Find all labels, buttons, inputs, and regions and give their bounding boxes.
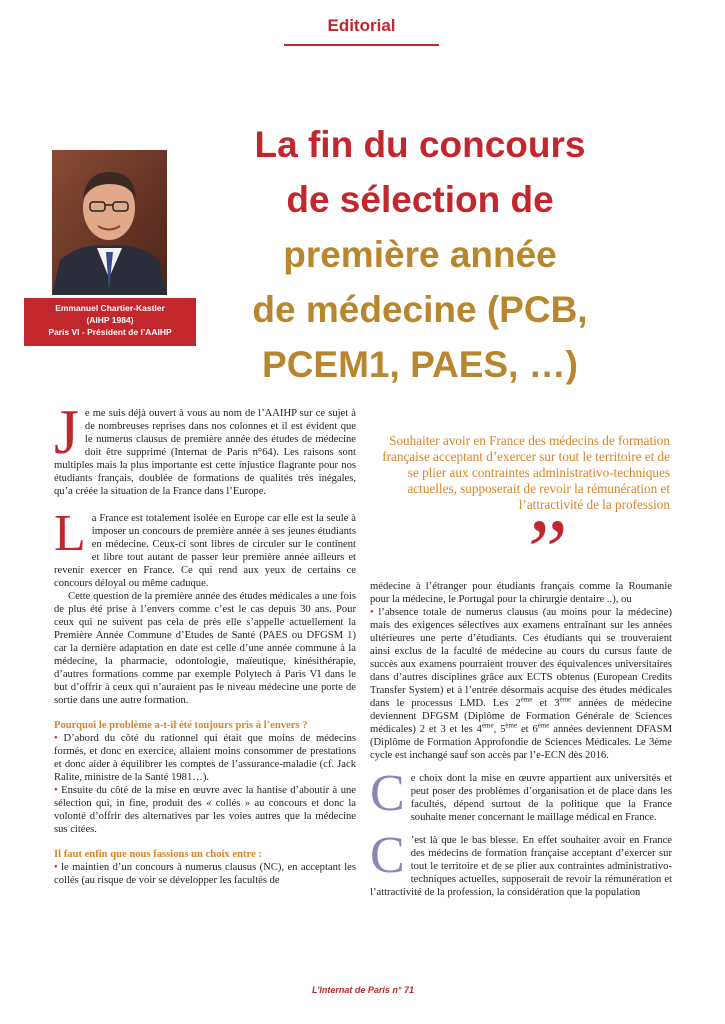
right-paragraph-3: [370, 827, 672, 899]
right-paragraph-3-text: ’est là que le bas blesse. En effet souhaiter avoir en France des médecins de formation française acceptant d’exercer sur tout le territoire et de se plier aux contraintes administrativo-techniques actuelles, supposerait de revoir la rémunération et l’attractivité de la profession, la considération que la population: [370, 835, 672, 898]
bullet-dot: •: [54, 733, 64, 744]
section-rule: [284, 44, 439, 46]
right-bullet-1c-text: années deviennent DFASM (Diplôme de Formation Approfondie de Sciences Médicales. Le 3ème cycle est inchangé sauf son accès par l’e-ECN dès 2016.: [370, 724, 672, 761]
left-column: [54, 396, 356, 887]
bullet-dot: •: [54, 862, 62, 873]
author-photo: [52, 150, 167, 295]
bullet-1-text: D’abord du côté du rationnel qui était que moins de médecins formés, et donc en exercice, allaient moins consommer de prestations et donc aider à équilibrer les comptes de l’assurance-maladie (cf. Jack Ralite, ministre de la Santé 1981…).: [54, 733, 356, 783]
paragraph-3: Cette question de la première année des études médicales a une fois de plus été prise à l’envers comme c’est le cas depuis 30 ans. Pour ceux qui ne suivent pas cela de près elle s’appelle actuellement la Première Année Commune d’Etudes de Santé (PAES ou DFGSM 1) car la dernière adaptation en date est celle d’une année commune à la médecine, la pharmacie, odontologie, maïeutique, kinésithérapie, d’autres formations comme par exemple Polytech à Paris VI dans le but d’offrir à ceux qui n’auraient pas le niveau médecine une porte de sortie dans une autre formation.: [54, 591, 356, 706]
title-line-4: de médecine (PCB,: [252, 289, 588, 330]
bullet-dot: •: [54, 785, 62, 796]
drop-cap-l: L: [54, 505, 86, 562]
author-name: Emmanuel Chartier-Kastler: [55, 303, 165, 313]
bullet-2: [54, 784, 356, 836]
drop-cap-j: J: [54, 396, 79, 467]
right-bullet-1-text: l’absence totale de numerus clausus (au moins pour la médecine) mais des exigences sélectives aux examens entraînant sur les années ultérieures une perte d’étudiants. Ces étudiants qui se trouveraient ainsi exclus de la faculté de médecine au cours du cursus faute de succès aux examens pourraient trouver des équivalences universitaires dans d’autres disciplines grâce aux ECTS obtenus (European Credits Transfer System) et à l’entrée désormais acquise des études médicales dans le processus LMD. Les: [370, 607, 672, 709]
author-caption: [24, 298, 196, 346]
title-line-5: PCEM1, PAES, …): [262, 344, 578, 385]
bullet-2-text: Ensuite du côté de la mise en œuvre avec la hantise d’aboutir à une sélection qui, in fine, produit des « collés » au concours et donc la volonté d’offrir des alternatives par les voies autres que la médecine sus citées.: [54, 785, 356, 835]
title-line-2: de sélection de: [286, 179, 554, 220]
pull-quote: Souhaiter avoir en France des médecins de formation française acceptant d’exercer sur tout le territoire et de se plier aux contraintes administrativo-techniques actuelles, supposerait de revoir la rémunération et l’attractivité de la profession: [382, 433, 670, 512]
page-title: [205, 117, 635, 392]
right-paragraph-1: médecine à l’étranger pour étudiants français comme la Roumanie pour la médecine, le Portugal pour la chirurgie dentaire ..), ou: [370, 581, 672, 605]
paragraph-1: [54, 396, 356, 498]
author-title: Paris VI - Président de l’AAIHP: [48, 327, 172, 337]
right-paragraph-2-text: e choix dont la mise en œuvre appartient aux universités et peut poser des problèmes d’organisation et de place dans les facultés, dépend surtout de la politique que la France souhaite mener concernant le maillage médical en France.: [410, 773, 672, 823]
right-bullet-1b-text: années de médecine deviennent DFGSM (Diplôme de Formation Générale de Sciences médicales) 2 et 3 et les: [370, 698, 672, 735]
right-bullet-1: • l’absence totale de numerus clausus (au moins pour la médecine) mais des exigences sélectives aux examens entraînant sur les années ultérieures une perte d’étudiants. Ces étudiants qui se trouveraient ainsi exclus de la faculté de médecine au cours du cursus faute de succès aux examens pourraient trouver des équivalences universitaires dans d’autres disciplines grâce aux ECTS obtenus (European Credits Transfer System) et à l’entrée désormais acquise des études médicales dans le processus LMD. Les 2ème et 3ème années de médecine deviennent DFGSM (Diplôme de Formation Générale de Sciences médicales) 2 et 3 et les 4ème, 5ème et 6ème années deviennent DFASM (Diplôme de Formation Approfondie de Sciences Médicales. Le 3ème cycle est inchangé sauf son accès par l’e-ECN dès 2016.: [370, 607, 672, 761]
subhead-2: Il faut enfin que nous fassions un choix entre :: [54, 849, 262, 860]
quote-mark: ”: [518, 502, 569, 601]
drop-cap-c2: C: [370, 827, 405, 884]
bullet-3-text: le maintien d’un concours à numerus clausus (NC), en acceptant les collés (au risque de voir se développer les facultés de: [54, 862, 356, 886]
title-line-3: première année: [283, 234, 557, 275]
section-label: Editorial: [327, 16, 396, 35]
drop-cap-c1: C: [370, 765, 405, 822]
paragraph-1-text: e me suis déjà ouvert à vous au nom de l’AAIHP sur ce sujet à de nombreuses reprises dans nos colonnes et il est évident que le numerus clausus de première année des études de médecine doit être supprimé (Internat de Paris n°64). Les raisons sont multiples mais la plus importante est cette injustice flagrante pour nos étudiants français, doublée de formations de qualités très inégales, qu’a créée la situation de la France dans l’Europe.: [54, 408, 356, 497]
right-paragraph-2: [370, 765, 672, 824]
paragraph-2: [54, 505, 356, 590]
right-column: [370, 580, 672, 899]
bullet-3: [54, 861, 356, 887]
bullet-1: [54, 732, 356, 784]
bullet-dot: •: [370, 607, 379, 618]
title-line-1: La fin du concours: [254, 124, 586, 165]
author-years: (AIHP 1984): [86, 315, 134, 325]
page-footer: L’Internat de Paris n° 71: [312, 985, 414, 995]
paragraph-2-text: a France est totalement isolée en Europe car elle est la seule à imposer un concours de première année à ses jeunes étudiants en médecine. Ceux-ci sont libres de circuler sur le continent et libre tout autant de passer leur première année ailleurs et revenir exercer en France. Ce qui rend aux yeux de certains ce concours déloyal ou même caduque.: [54, 513, 356, 589]
subhead-1: Pourquoi le problème a-t-il été toujours pris à l’envers ?: [54, 720, 308, 731]
